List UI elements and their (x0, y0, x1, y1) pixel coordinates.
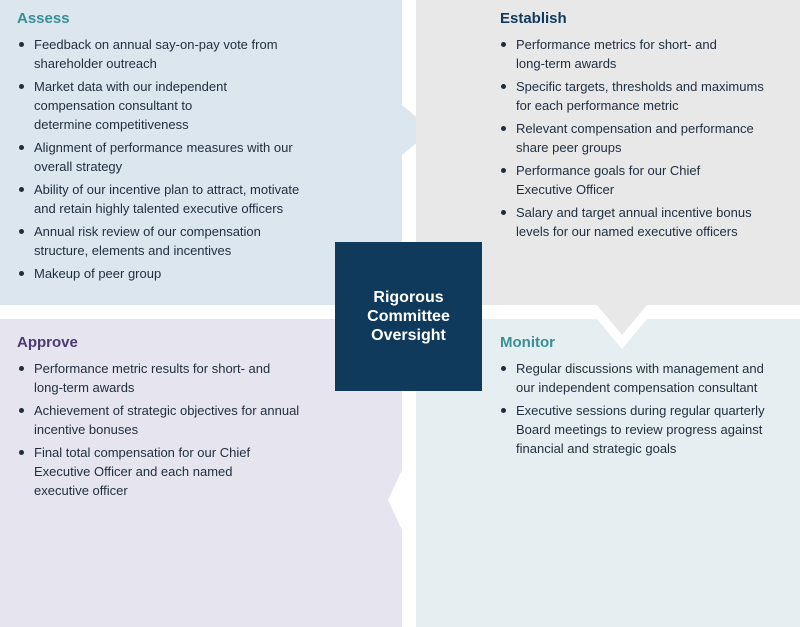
monitor-list-item (499, 359, 794, 397)
assess-list-item (17, 180, 397, 218)
establish-item-line: long-term awards (516, 56, 617, 71)
establish-item-line: Specific targets, thresholds and maximums (516, 79, 764, 94)
approve-item-line: Achievement of strategic objectives for annual (34, 403, 300, 418)
assess-item-line: compensation consultant to (34, 98, 193, 113)
establish-list-item (499, 161, 794, 199)
establish-list-item (499, 119, 794, 157)
approve-item-line: long-term awards (34, 380, 135, 395)
assess-item-line: shareholder outreach (34, 56, 157, 71)
establish-item-line: share peer groups (516, 140, 622, 155)
establish-list-item (499, 35, 794, 73)
approve-list-item (17, 443, 337, 500)
center-line: Committee (367, 308, 450, 325)
assess-list-item (17, 77, 397, 134)
monitor-item-line: Board meetings to review progress against (516, 422, 763, 437)
assess-title: Assess (17, 10, 70, 27)
monitor-list (499, 359, 794, 462)
approve-title: Approve (17, 334, 78, 351)
approve-item-line: Final total compensation for our Chief (34, 445, 251, 460)
monitor-item-line: our independent compensation consultant (516, 380, 758, 395)
assess-item-line: and retain highly talented executive officers (34, 201, 284, 216)
monitor-title: Monitor (500, 334, 555, 351)
approve-item-line: Performance metric results for short- and (34, 361, 271, 376)
establish-item-line: Salary and target annual incentive bonus (516, 205, 752, 220)
assess-item-line: Ability of our incentive plan to attract, motivate (34, 182, 300, 197)
monitor-item-line: financial and strategic goals (516, 441, 677, 456)
approve-item-line: Executive Officer and each named (34, 464, 233, 479)
establish-item-line: for each performance metric (516, 98, 679, 113)
establish-item-line: levels for our named executive officers (516, 224, 738, 239)
establish-item-line: Relevant compensation and performance (516, 121, 754, 136)
center-label (367, 288, 450, 345)
establish-list (499, 35, 794, 245)
establish-list-item (499, 203, 794, 241)
assess-item-line: Annual risk review of our compensation (34, 224, 261, 239)
approve-list (17, 359, 337, 504)
assess-item-line: Market data with our independent (34, 79, 227, 94)
approve-list-item (17, 359, 337, 397)
assess-list-item (17, 138, 397, 176)
establish-item-line: Performance metrics for short- and (516, 37, 717, 52)
approve-list-item (17, 401, 337, 439)
assess-item-line: structure, elements and incentives (34, 243, 232, 258)
establish-item-line: Performance goals for our Chief (516, 163, 701, 178)
approve-item-line: executive officer (34, 483, 128, 498)
center-oversight-box (335, 242, 482, 391)
approve-item-line: incentive bonuses (34, 422, 139, 437)
assess-item-line: overall strategy (34, 159, 123, 174)
establish-list-item (499, 77, 794, 115)
monitor-item-line: Regular discussions with management and (516, 361, 764, 376)
establish-title: Establish (500, 10, 567, 27)
assess-item-line: Feedback on annual say-on-pay vote from (34, 37, 278, 52)
monitor-list-item (499, 401, 794, 458)
assess-list-item (17, 35, 397, 73)
monitor-item-line: Executive sessions during regular quarterly (516, 403, 765, 418)
assess-item-line: Makeup of peer group (34, 266, 162, 281)
assess-item-line: determine competitiveness (34, 117, 189, 132)
center-line: Rigorous (373, 289, 444, 306)
establish-item-line: Executive Officer (516, 182, 615, 197)
assess-item-line: Alignment of performance measures with our (34, 140, 293, 155)
center-line: Oversight (371, 327, 446, 344)
